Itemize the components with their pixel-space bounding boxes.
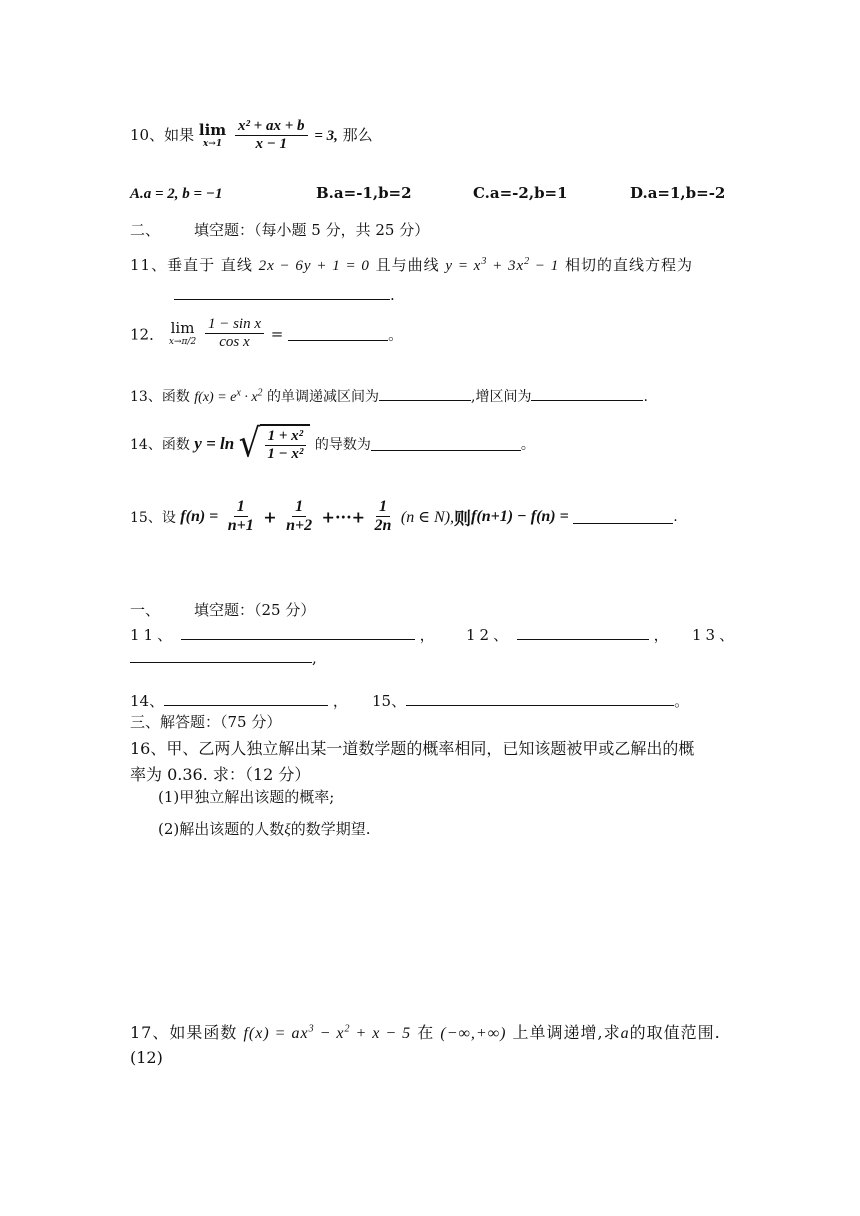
answer-15-blank: [406, 691, 674, 706]
option-d: D.a=1,b=-2: [630, 184, 726, 202]
answer-15: 15、 。: [372, 692, 690, 710]
q14-blank: [371, 436, 521, 451]
q10-fraction: $\frac{\text{x² + ax + b}}{x - 1}$: [235, 118, 308, 154]
q15-frac-1: $\frac{1}{n+1}$: [227, 498, 254, 535]
question-11: 11、垂直于 直线 2x − 6y + 1 = 0 且与曲线 $y = x^3 + 3x^2 - 1$ 相切的直线方程为: [130, 256, 694, 274]
answer-12-blank: [517, 625, 649, 640]
q12-limit: lim x→π/2: [168, 318, 197, 347]
question-12: 12． lim x→π/2 $\frac{\text{1 − sin x}}{\text{cos x}}$ = 。: [130, 316, 404, 351]
answer-13-blank: [130, 648, 312, 663]
question-16-part-2: (2)解出该题的人数ξ的数学期望.: [158, 820, 371, 838]
q10-limit: lim x→1: [198, 120, 227, 149]
q10-prefix: 10、如果: [130, 125, 195, 144]
q15-blank: [573, 509, 673, 524]
option-c: C.a=-2,b=1: [473, 184, 568, 202]
q12-blank: [288, 326, 388, 341]
q13-blank-decreasing: [379, 386, 471, 401]
question-16-part-1: (1)甲独立解出该题的概率;: [158, 788, 335, 806]
question-10: [130, 118, 373, 154]
q12-fraction: $\frac{\text{1 − sin x}}{\text{cos x}}$: [205, 316, 264, 352]
q11-answer-line: .: [174, 285, 395, 304]
question-17: 17、如果函数 $f(x) = ax^3 - x^2 + x - 5$ 在 (−∞,+∞) 上单调递增,求a的取值范围.: [130, 1023, 721, 1042]
question-14: 14、函数 y = ln √ $\frac{\text{1 + x²}}{\text{1 − x²}}$ 的导数为 。: [130, 420, 535, 467]
q13-blank-increasing: [531, 386, 643, 401]
q10-suffix: 那么: [342, 125, 373, 144]
question-16-line-1: 16、甲、乙两人独立解出某一道数学题的概率相同，已知该题被甲或乙解出的概: [130, 739, 695, 758]
q15-frac-2: $\frac{1}{n+2}$: [286, 498, 313, 535]
answer-13: ,: [130, 648, 317, 667]
answer-11-blank: [181, 625, 415, 640]
section-3-header: 三、解答题：（75 分）: [130, 713, 282, 731]
question-17-score: (12): [130, 1048, 163, 1067]
q14-sqrt: √ $\frac{\text{1 + x²}}{\text{1 − x²}}$: [239, 424, 311, 464]
question-16-line-2: 率为 0.36. 求：（12 分）: [130, 765, 311, 784]
answer-section-header: 一、 填空题：（25 分）: [130, 601, 316, 619]
question-15: 15、设 f(n) = $\frac{1}{n+1}$ + $\frac{1}{n+2}$ +···+ $\frac{1}{2n}$ (n ∈ N),则f(n+1) − f(n) = .: [130, 498, 678, 535]
question-13: 13、函数 $f(x) = e^x \cdot x^2$ 的单调递减区间为 ,增区间为 .: [130, 387, 648, 405]
q10-rhs: = 3,: [314, 127, 338, 144]
answer-14: 14、 ，: [130, 692, 348, 710]
answer-13-label: 13、: [692, 626, 739, 644]
option-a: A.a = 2, b = −1: [130, 186, 223, 202]
answer-14-blank: [164, 691, 328, 706]
q11-blank: [174, 285, 390, 300]
option-b: B.a=-1,b=2: [316, 184, 412, 202]
q15-frac-3: $\frac{1}{2n}$: [374, 498, 392, 535]
answer-11: 11、 ，: [130, 626, 435, 644]
answer-12: 12、 ，: [466, 626, 669, 644]
section-2-header: 二、 填空题：（每小题 5 分，共 25 分）: [130, 221, 430, 239]
